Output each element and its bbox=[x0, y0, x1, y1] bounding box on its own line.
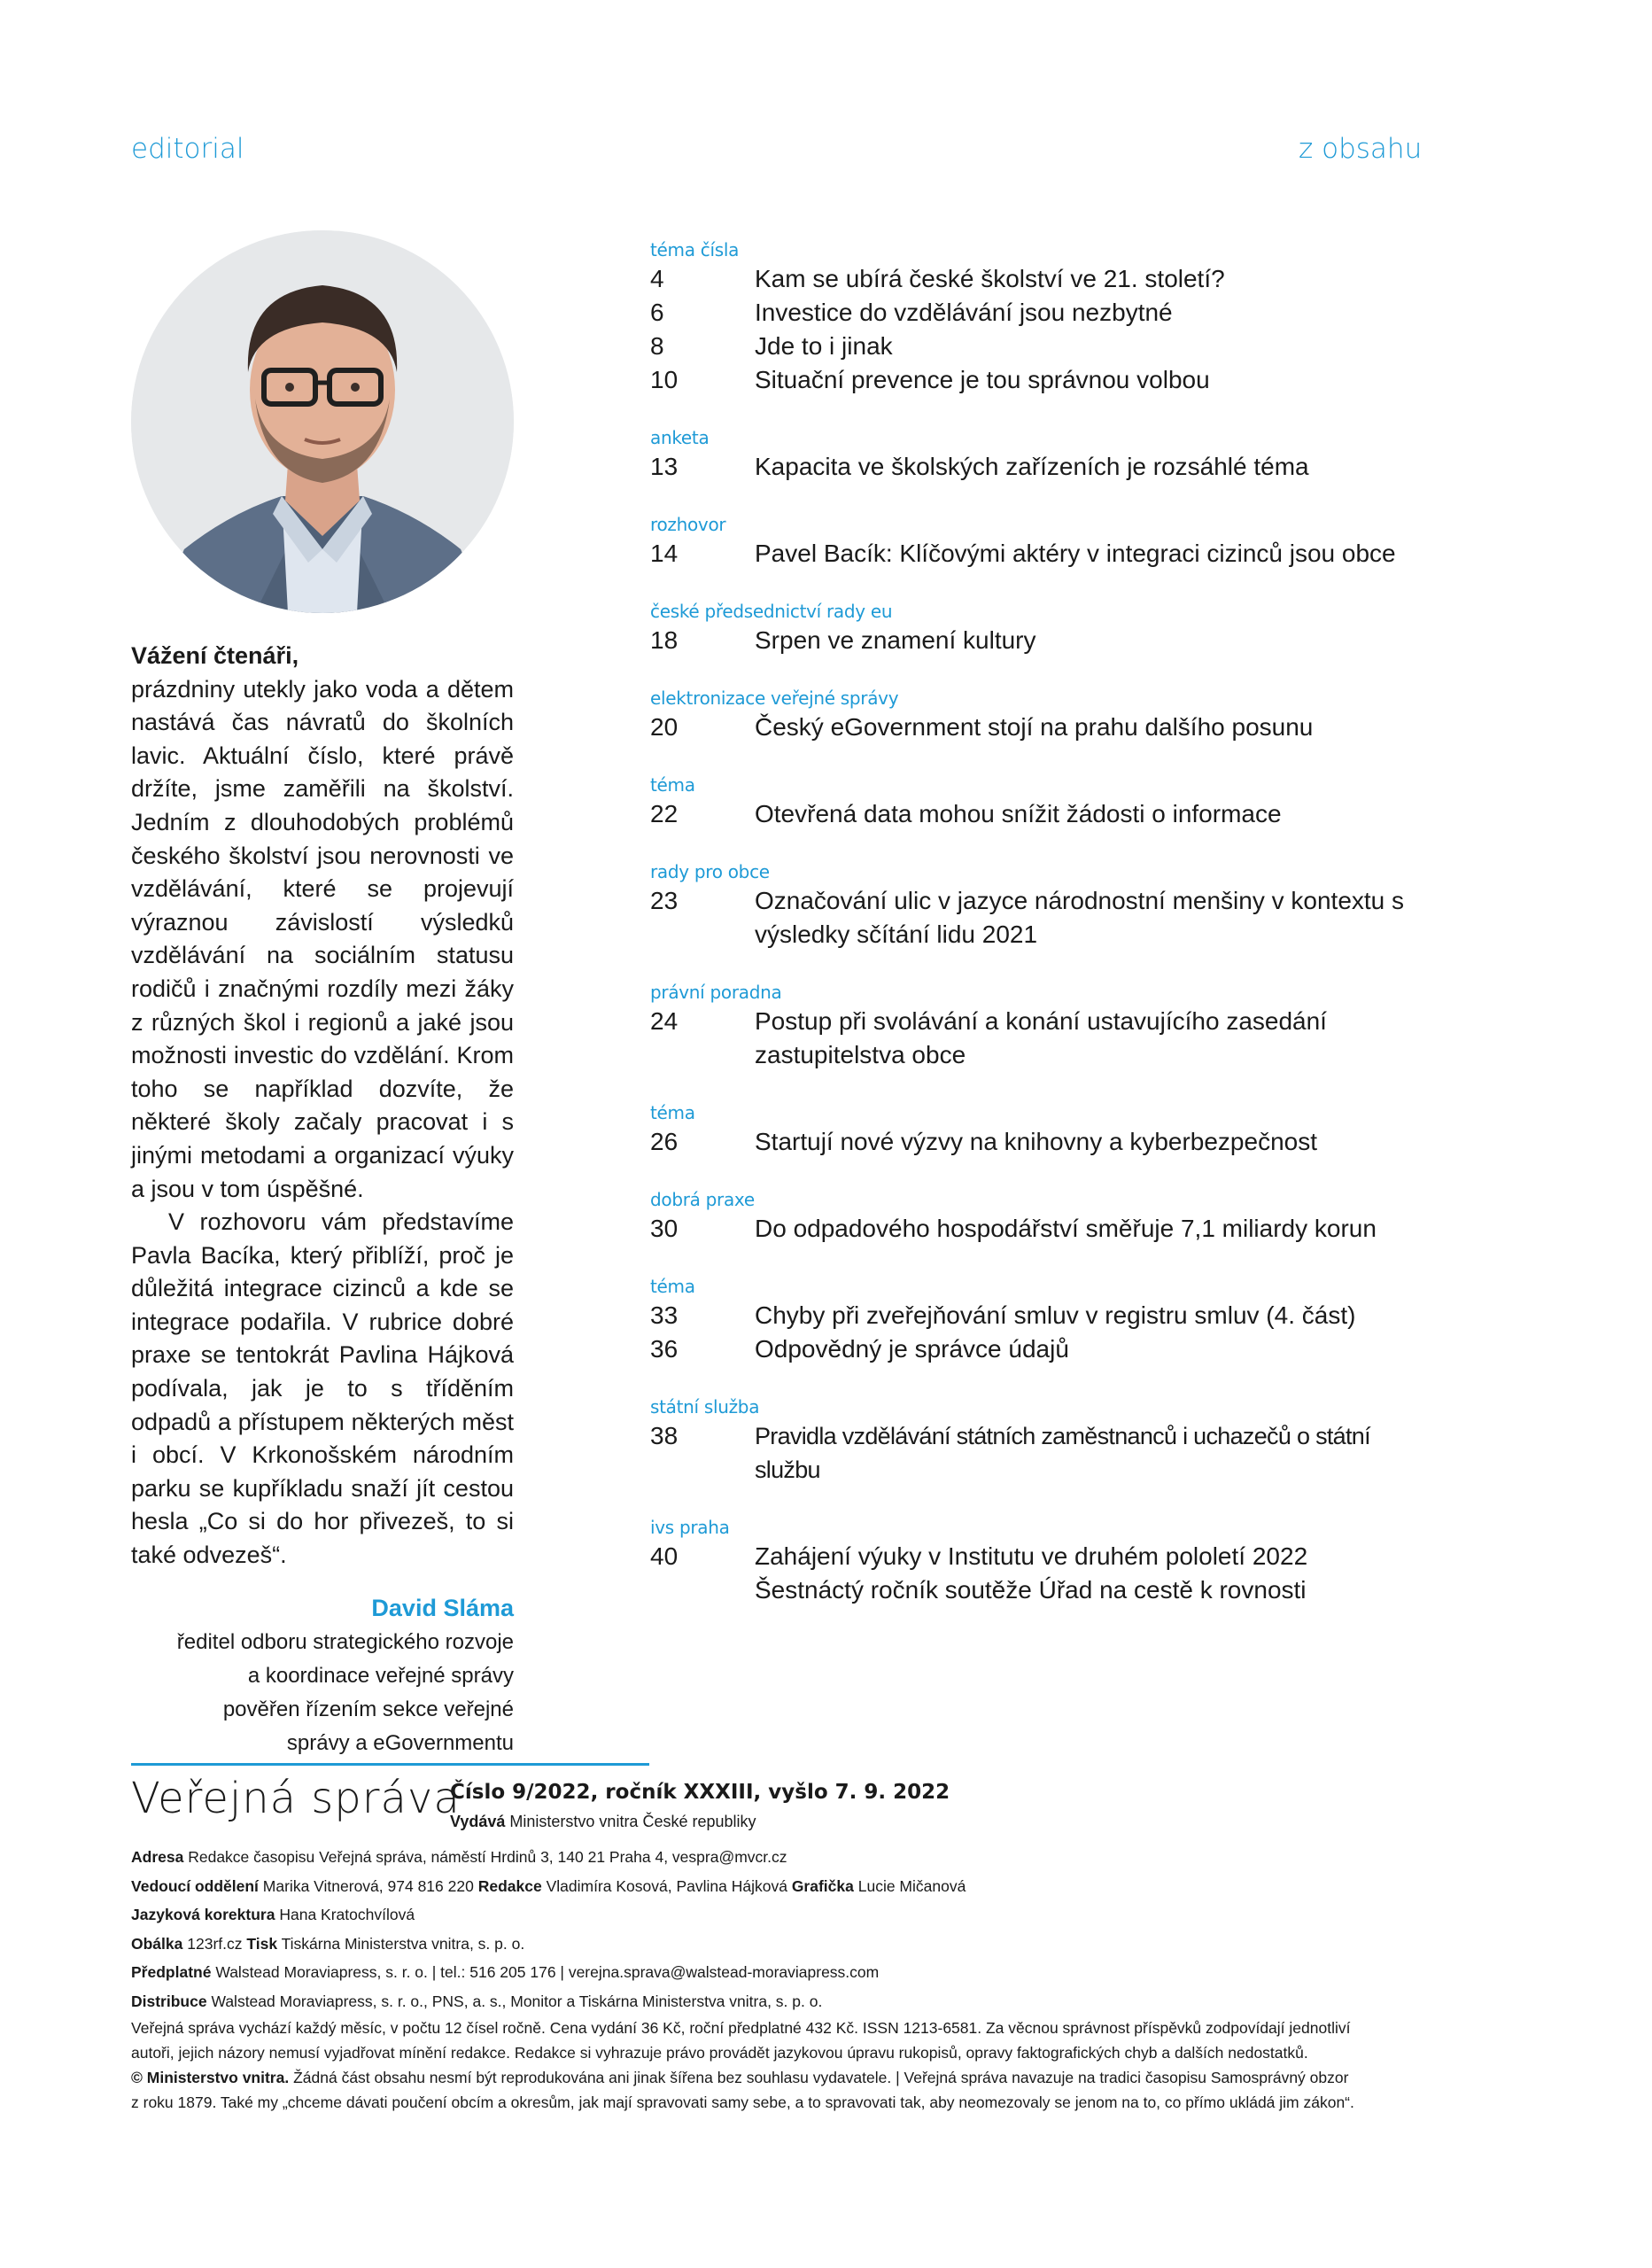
print-value: Tiskárna Ministerstva vnitra, s. p. o. bbox=[281, 1934, 525, 1953]
author-portrait bbox=[131, 230, 514, 613]
toc-section bbox=[650, 859, 1430, 951]
toc-category: ivs praha bbox=[650, 1517, 730, 1538]
toc-page-number: 24 bbox=[650, 1007, 679, 1035]
toc-category: téma bbox=[650, 1276, 695, 1297]
editorial-paragraph-2: V rozhovoru vám představíme Pavla Bacíka, který přiblíží, proč je důležitá integrace cizinců a kde se integrace podařila. V rubrice dobré praxe se tentokrát Pavlina Hájková podívala, jak je to s tříděním odpadů a přístupem některých měst i obcí. V Krkonošském národním parku se kupříkladu snaží jít cestou hesla „Co si do hor přivezeš, to si také odvezeš“. bbox=[131, 1208, 514, 1569]
graphic-label: Grafička bbox=[791, 1876, 854, 1895]
toc-page-number: 10 bbox=[650, 366, 679, 393]
toc-entry[interactable] bbox=[650, 624, 1430, 657]
proof-value: Hana Kratochvílová bbox=[279, 1906, 415, 1923]
toc-title: Otevřená data mohou snížit žádosti o informace bbox=[755, 800, 1282, 827]
toc-section bbox=[650, 686, 1430, 744]
toc-title: Do odpadového hospodářství směřuje 7,1 miliardy korun bbox=[755, 1215, 1377, 1242]
toc-title: Kapacita ve školských zařízeních je rozsáhlé téma bbox=[755, 453, 1309, 480]
toc-page-number: 22 bbox=[650, 800, 679, 827]
table-of-contents bbox=[650, 237, 1430, 1635]
toc-title: Startují nové výzvy na knihovny a kyberbezpečnost bbox=[755, 1128, 1318, 1155]
masthead-divider bbox=[131, 1763, 649, 1766]
toc-section bbox=[650, 425, 1430, 484]
toc-title: Český eGovernment stojí na prahu dalšího posunu bbox=[755, 713, 1314, 741]
toc-category: dobrá praxe bbox=[650, 1189, 755, 1210]
toc-title: Označování ulic v jazyce národnostní menšiny v kontextu s výsledky sčítání lidu 2021 bbox=[755, 887, 1405, 948]
toc-entry[interactable] bbox=[650, 1540, 1430, 1573]
toc-entry[interactable] bbox=[650, 1332, 1430, 1366]
toc-page-number: 36 bbox=[650, 1335, 679, 1363]
credits-line bbox=[131, 1930, 1433, 1959]
toc-section bbox=[650, 512, 1430, 571]
distribution-label: Distribuce bbox=[131, 1992, 207, 2010]
editorial-paragraph-1: prázdniny utekly jako voda a dětem nastává čas návratů do školních lavic. Aktuální číslo, které právě držíte, jsme zaměřili na školství. Jedním z dlouhodobých problémů českého školství jsou nerovnosti ve vzdělávání, které se projevují výraznou závislostí výsledků vzdělávání na sociálním statusu rodičů i značnými rozdíly mezi žáky z různých škol i regionů a jaké jsou možnosti investic do vzdělání. Krom toho se například dozvíte, že některé školy začaly pracovat i s jinými metodami a organizací výuky a jsou v tom úspěšné. bbox=[131, 675, 514, 1202]
head-label: Vedoucí oddělení bbox=[131, 1876, 259, 1895]
masthead-credits bbox=[131, 1843, 1433, 2115]
contents-section-label: z obsahu bbox=[1299, 133, 1423, 165]
issue-info: Číslo 9/2022, ročník XXXIII, vyšlo 7. 9. 2022 bbox=[450, 1781, 950, 1804]
toc-section bbox=[650, 1515, 1430, 1607]
toc-section bbox=[650, 1187, 1430, 1246]
distribution-value: Walstead Moraviapress, s. r. o., PNS, a. s., Monitor a Tiskárna Ministerstva vnitra, s. p. o. bbox=[211, 1992, 823, 2010]
toc-page-number: 4 bbox=[650, 265, 664, 292]
toc-section bbox=[650, 980, 1430, 1072]
publisher-label: Vydává bbox=[450, 1813, 506, 1830]
toc-title: Šestnáctý ročník soutěže Úřad na cestě k rovnosti bbox=[755, 1576, 1307, 1604]
toc-entry[interactable] bbox=[650, 1299, 1430, 1332]
signature-name: David Sláma bbox=[371, 1594, 514, 1621]
toc-category: české předsednictví rady eu bbox=[650, 601, 893, 622]
cover-value: 123rf.cz bbox=[187, 1934, 243, 1953]
toc-entry[interactable] bbox=[650, 330, 1430, 363]
toc-section bbox=[650, 1274, 1430, 1366]
publication-note: Veřejná správa vychází každý měsíc, v počtu 12 čísel ročně. Cena vydání 36 Kč, roční předplatné 432 Kč. ISSN 1213-6581. Za věcnou správnost příspěvků zodpovídají jednotliví bbox=[131, 2019, 1351, 2037]
subscription-value: Walstead Moraviapress, s. r. o. | tel.: 516 205 176 | verejna.sprava@walstead-moraviapress.com bbox=[215, 1963, 880, 1981]
signature-role-line: pověřen řízením sekce veřejné bbox=[222, 1697, 514, 1721]
publication-note: autoři, jejich názory nemusí vyjadřovat mínění redakce. Redakce si vyhrazuje právo provádět jazykovou úpravu rukopisů, opravy faktografických chyb a dalších nedostatků. bbox=[131, 2044, 1308, 2062]
credits-line bbox=[131, 1872, 1433, 1901]
proof-label: Jazyková korektura bbox=[131, 1906, 275, 1923]
toc-entry[interactable] bbox=[650, 262, 1430, 296]
toc-page-number: 23 bbox=[650, 887, 679, 914]
toc-entry[interactable] bbox=[650, 884, 1430, 951]
toc-page-number: 40 bbox=[650, 1542, 679, 1570]
toc-title: Kam se ubírá české školství ve 21. století? bbox=[755, 265, 1225, 292]
credits-line bbox=[131, 1843, 1433, 1872]
toc-category: téma bbox=[650, 774, 695, 796]
toc-entry[interactable] bbox=[650, 1125, 1430, 1159]
toc-title: Odpovědný je správce údajů bbox=[755, 1335, 1069, 1363]
toc-section bbox=[650, 1100, 1430, 1159]
credits-line bbox=[131, 1958, 1433, 1987]
toc-page-number: 14 bbox=[650, 540, 679, 567]
toc-title: Srpen ve znamení kultury bbox=[755, 626, 1036, 654]
toc-entry[interactable] bbox=[650, 711, 1430, 744]
portrait-image bbox=[131, 230, 514, 613]
toc-title: Chyby při zveřejňování smluv v registru smluv (4. část) bbox=[755, 1301, 1356, 1329]
toc-entry[interactable] bbox=[650, 363, 1430, 397]
editorial-section-label: editorial bbox=[131, 133, 244, 165]
toc-page-number: 30 bbox=[650, 1215, 679, 1242]
signature-role-line: a koordinace veřejné správy bbox=[247, 1663, 514, 1688]
toc-title: Situační prevence je tou správnou volbou bbox=[755, 366, 1210, 393]
editors-value: Vladimíra Kosová, Pavlina Hájková bbox=[546, 1876, 787, 1895]
credits-line bbox=[131, 1900, 1433, 1930]
toc-entry[interactable] bbox=[650, 1212, 1430, 1246]
toc-page-number: 20 bbox=[650, 713, 679, 741]
graphic-value: Lucie Mičanová bbox=[857, 1876, 966, 1895]
toc-category: rozhovor bbox=[650, 514, 726, 535]
editorial-signature bbox=[131, 1590, 514, 1760]
toc-page-number: 8 bbox=[650, 332, 664, 360]
print-label: Tisk bbox=[246, 1934, 278, 1953]
toc-section bbox=[650, 1394, 1430, 1487]
toc-title: Pavel Bacík: Klíčovými aktéry v integraci cizinců jsou obce bbox=[755, 540, 1396, 567]
toc-page-number: 33 bbox=[650, 1301, 679, 1329]
toc-category: státní služba bbox=[650, 1396, 760, 1418]
copyright-line bbox=[131, 2065, 1433, 2090]
toc-title: Pravidla vzdělávání státních zaměstnanců i uchazečů o státní službu bbox=[755, 1423, 1370, 1483]
publisher-line bbox=[450, 1813, 756, 1831]
toc-entry[interactable] bbox=[650, 296, 1430, 330]
head-value: Marika Vitnerová, 974 816 220 bbox=[262, 1876, 474, 1895]
toc-section bbox=[650, 599, 1430, 657]
toc-page-number: 38 bbox=[650, 1422, 679, 1449]
toc-title: Jde to i jinak bbox=[755, 332, 893, 360]
signature-role-line: ředitel odboru strategického rozvoje bbox=[176, 1629, 514, 1654]
toc-entry[interactable] bbox=[650, 537, 1430, 571]
copyright-text: Žádná část obsahu nesmí být reprodukována ani jinak šířena bez souhlasu vydavatele. | Veřejná správa navazuje na tradici časopisu Samosprávný obzor bbox=[293, 2069, 1349, 2086]
copyright-label: © Ministerstvo vnitra. bbox=[131, 2069, 290, 2086]
address-value: Redakce časopisu Veřejná správa, náměstí Hrdinů 3, 140 21 Praha 4, vespra@mvcr.cz bbox=[188, 1848, 787, 1866]
credits-line bbox=[131, 1987, 1433, 2016]
toc-category: téma bbox=[650, 1102, 695, 1123]
toc-title: Zahájení výuky v Institutu ve druhém pololetí 2022 bbox=[755, 1542, 1308, 1570]
toc-page-number: 18 bbox=[650, 626, 679, 654]
toc-entry[interactable] bbox=[650, 1573, 1430, 1607]
toc-category: právní poradna bbox=[650, 982, 782, 1003]
publisher-value: Ministerstvo vnitra České republiky bbox=[509, 1813, 756, 1830]
toc-category: rady pro obce bbox=[650, 861, 770, 882]
copyright-line: z roku 1879. Také my „chceme dávati poučení obcím a okresům, jak mají spravovati samy sebe, a to spravovati tak, aby neomezovaly se jenom na to, co přímo ukládá jim zákon“. bbox=[131, 2093, 1354, 2111]
toc-page-number bbox=[650, 1573, 755, 1607]
toc-title: Investice do vzdělávání jsou nezbytné bbox=[755, 299, 1173, 326]
toc-section bbox=[650, 237, 1430, 397]
toc-page-number: 26 bbox=[650, 1128, 679, 1155]
toc-title: Postup při svolávání a konání ustavujícího zasedání zastupitelstva obce bbox=[755, 1007, 1327, 1068]
toc-entry[interactable] bbox=[650, 797, 1430, 831]
toc-category: elektronizace veřejné správy bbox=[650, 687, 899, 709]
toc-category: anketa bbox=[650, 427, 710, 448]
cover-label: Obálka bbox=[131, 1934, 183, 1953]
toc-page-number: 6 bbox=[650, 299, 664, 326]
signature-role-line: správy a eGovernmentu bbox=[286, 1730, 514, 1755]
toc-page-number: 13 bbox=[650, 453, 679, 480]
magazine-logo: Veřejná správa bbox=[131, 1774, 461, 1823]
toc-entry[interactable] bbox=[650, 1419, 1430, 1487]
subscription-label: Předplatné bbox=[131, 1963, 212, 1981]
toc-entry[interactable] bbox=[650, 450, 1430, 484]
editors-label: Redakce bbox=[477, 1876, 542, 1895]
editorial-greeting: Vážení čtenáři, bbox=[131, 642, 299, 669]
address-label: Adresa bbox=[131, 1848, 184, 1866]
toc-entry[interactable] bbox=[650, 1005, 1430, 1072]
toc-category: téma čísla bbox=[650, 239, 740, 260]
toc-section bbox=[650, 773, 1430, 831]
editorial-text bbox=[131, 640, 514, 1760]
